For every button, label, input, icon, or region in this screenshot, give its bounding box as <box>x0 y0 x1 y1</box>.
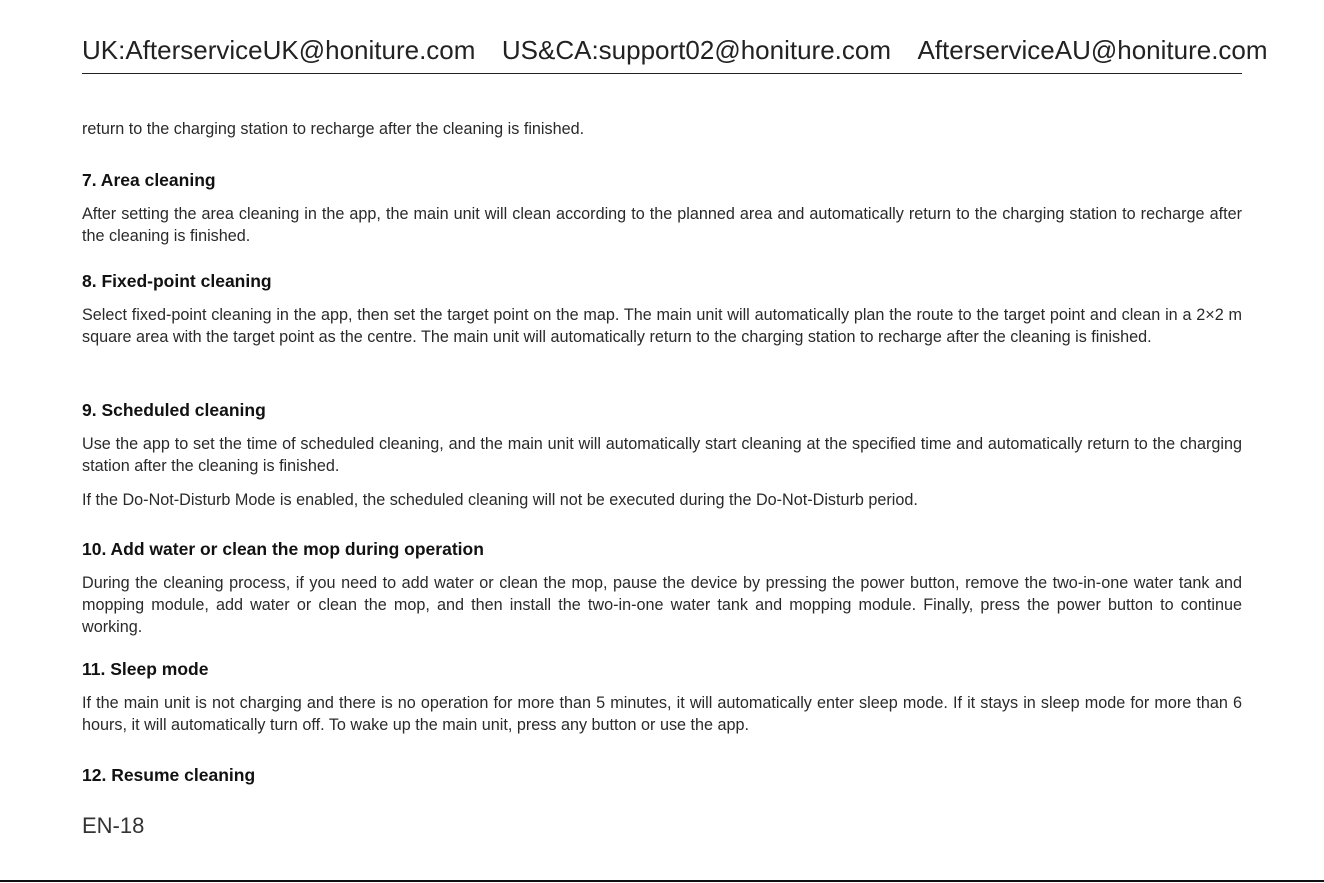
section-add-water-title: 10. Add water or clean the mop during operation <box>82 539 484 559</box>
section-resume-title: 12. Resume cleaning <box>82 765 256 785</box>
section-area-cleaning-text: After setting the area cleaning in the app, the main unit will clean according to the planned area and automatically return to the charging station to recharge after the cleaning is finished. <box>82 205 1242 245</box>
section-scheduled-text-2: If the Do-Not-Disturb Mode is enabled, the scheduled cleaning will not be executed during the Do-Not-Disturb period. <box>82 491 918 509</box>
section-add-water-text: During the cleaning process, if you need to add water or clean the mop, pause the device by pressing the power button, remove the two-in-one water tank and mopping module, add water or clean the mop, and then install the two-in-one water tank and mopping module. Finally, press the power button to continue working. <box>82 574 1242 636</box>
section-scheduled-text-1: Use the app to set the time of scheduled cleaning, and the main unit will automatically start cleaning at the specified time and automatically return to the charging station after the cleaning is finished. <box>82 435 1242 475</box>
section-scheduled-title: 9. Scheduled cleaning <box>82 400 266 420</box>
page-number: EN-18 <box>82 813 145 838</box>
section-sleep-mode-title: 11. Sleep mode <box>82 659 209 679</box>
section-area-cleaning-title: 7. Area cleaning <box>82 170 216 190</box>
section-sleep-mode-text: If the main unit is not charging and there is no operation for more than 5 minutes, it will automatically enter sleep mode. If it stays in sleep mode for more than 6 hours, it will automatically turn off. To wake up the main unit, press any button or use the app. <box>82 694 1242 734</box>
intro-paragraph: return to the charging station to recharge after the cleaning is finished. <box>82 120 585 138</box>
section-fixed-point-text: Select fixed-point cleaning in the app, then set the target point on the map. The main unit will automatically plan the route to the target point and clean in a 2×2 m square area with the target point as the centre. The main unit will automatically return to the charging station to recharge after the cleaning is finished. <box>82 306 1242 346</box>
us-ca-email: US&CA:support02@honiture.com <box>501 35 892 65</box>
contact-header <box>82 30 1268 74</box>
uk-email: UK:AfterserviceUK@honiture.com <box>82 35 476 65</box>
section-fixed-point-title: 8. Fixed-point cleaning <box>82 271 272 291</box>
au-email: AfterserviceAU@honiture.com <box>917 35 1268 65</box>
page-bottom-divider <box>0 880 1324 882</box>
